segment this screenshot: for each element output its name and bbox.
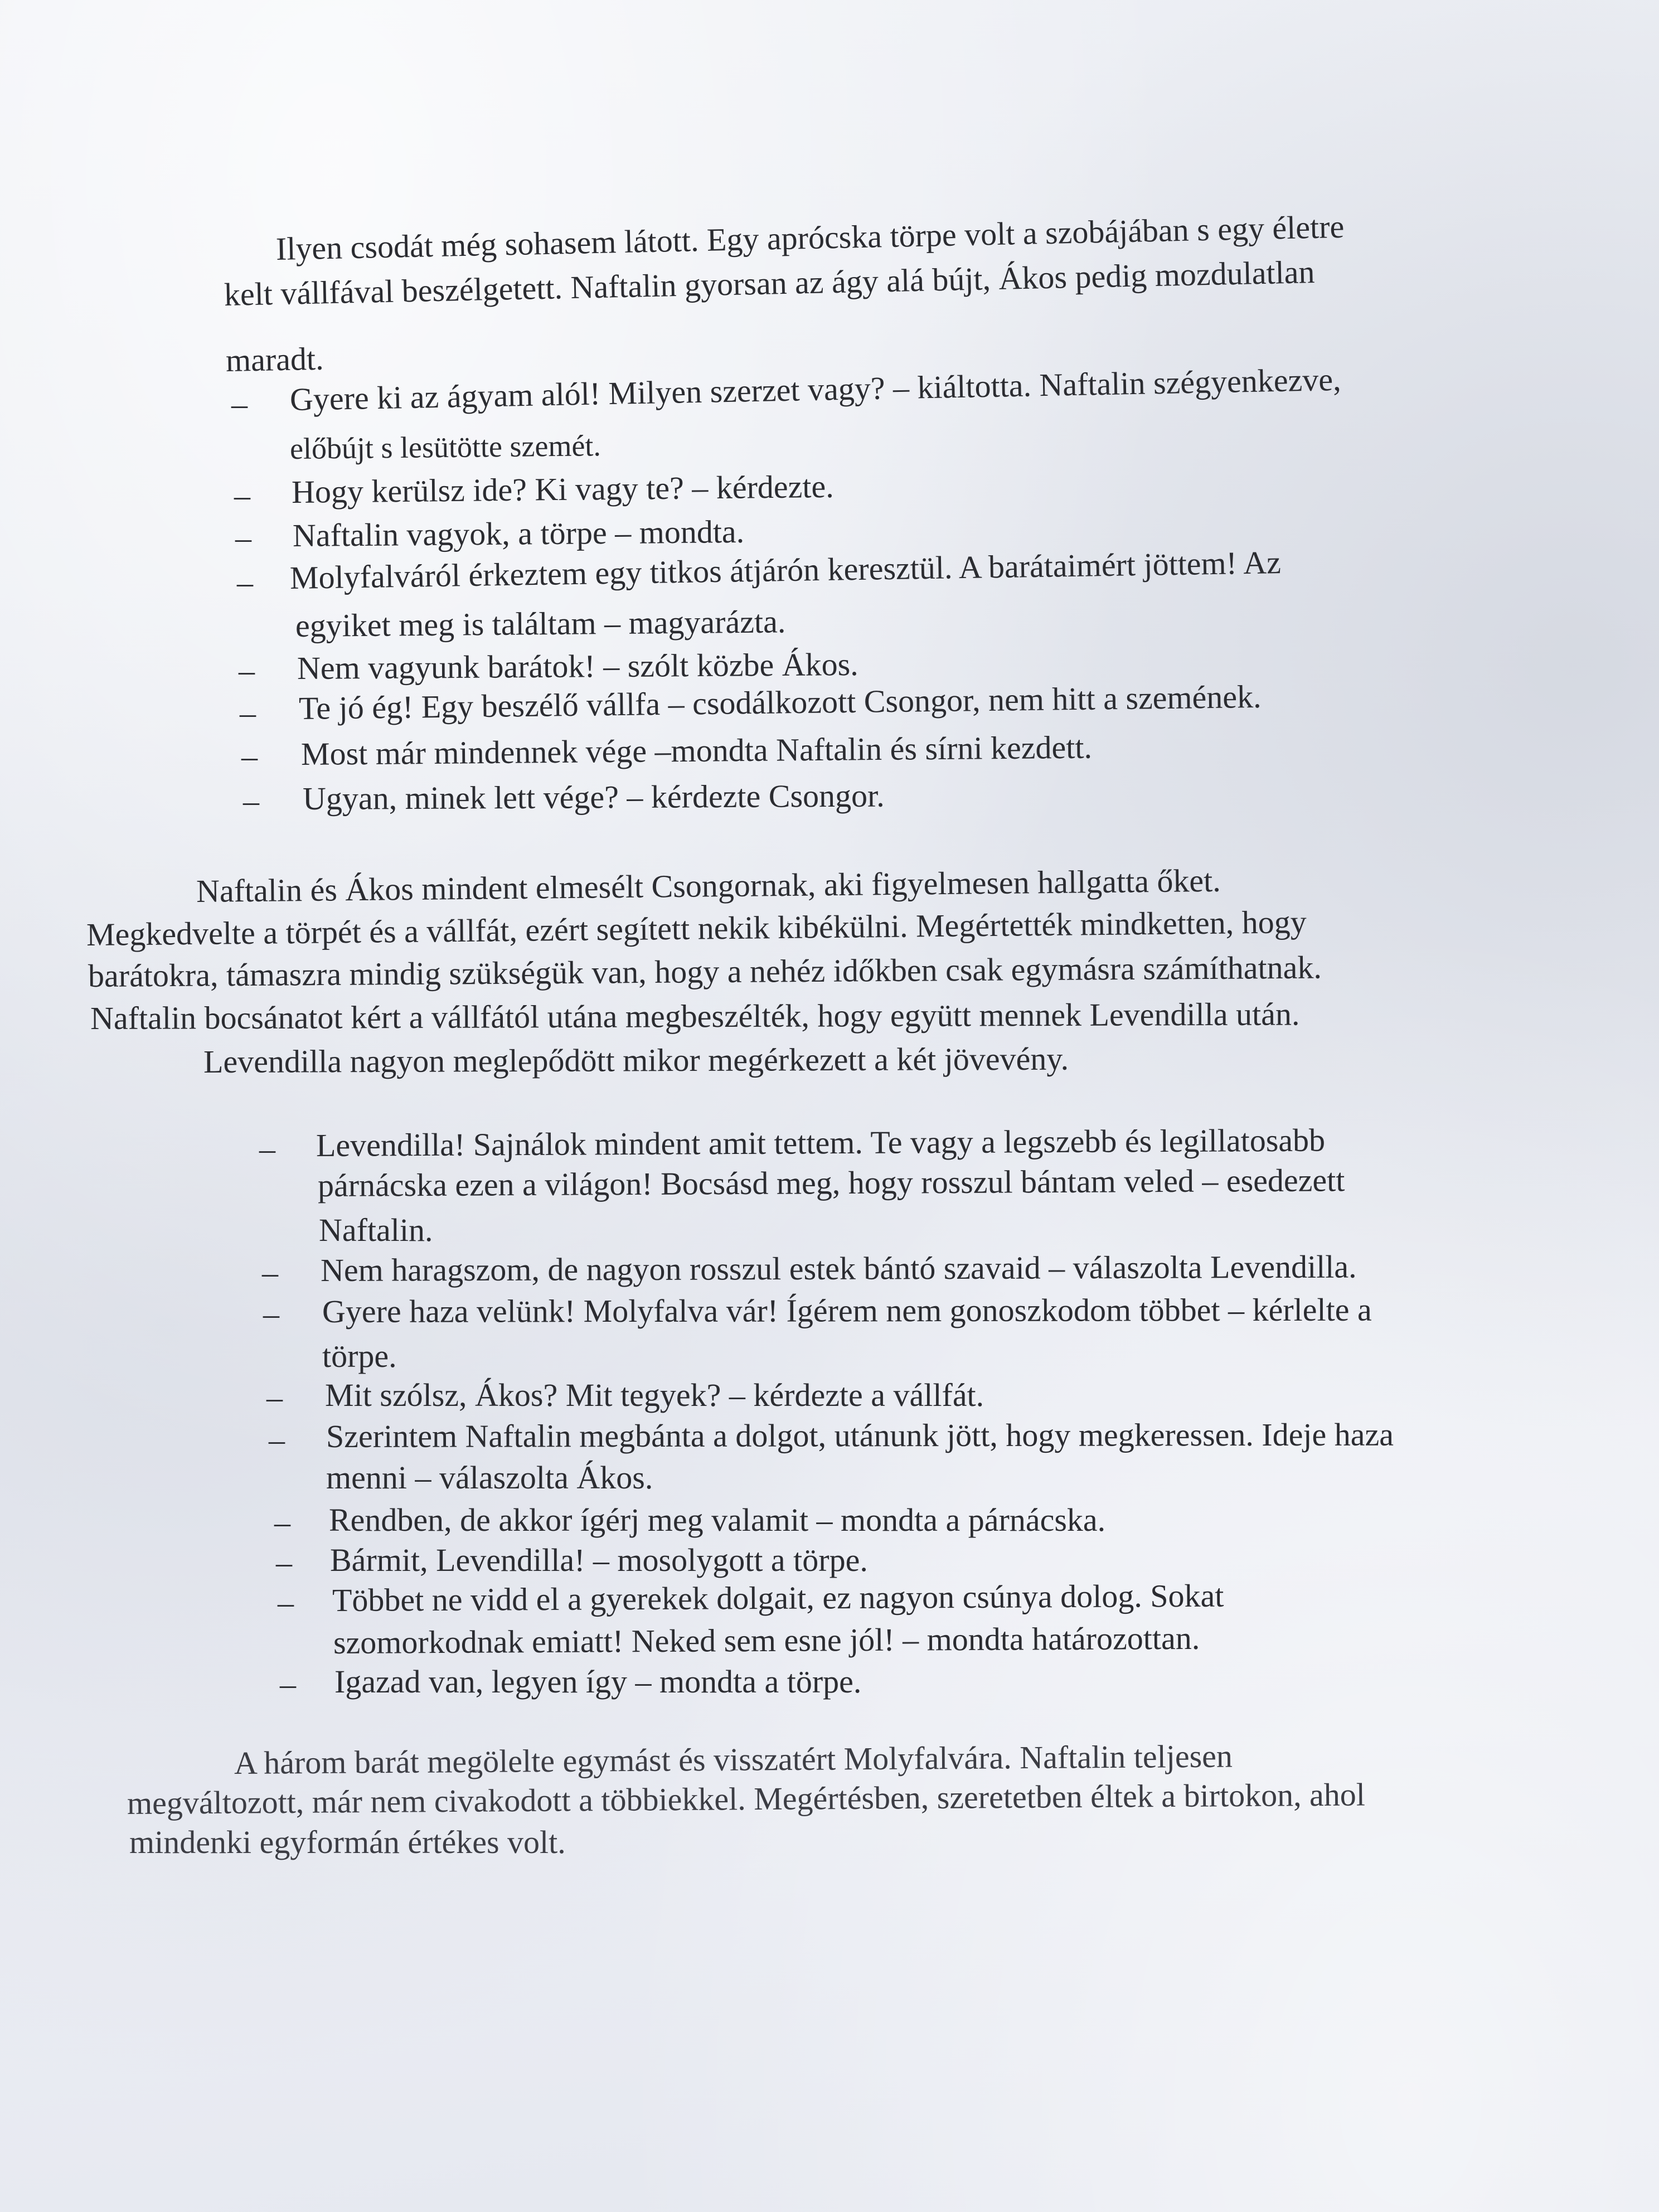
dialogue1-item-2-line-1: Hogy kerülsz ide? Ki vagy te? – kérdezte. bbox=[291, 468, 835, 510]
dialogue1-dash-6: – bbox=[240, 695, 256, 731]
dialogue1-dash-8: – bbox=[243, 783, 259, 819]
dialogue2-item-1-line-1: Levendilla! Sajnálok mindent amit tettem. Te vagy a legszebb és legillatosabb bbox=[316, 1122, 1326, 1163]
intro-line-2: kelt vállfával beszélgetett. Naftalin gyorsan az ágy alá bújt, Ákos pedig mozdulatlan bbox=[224, 254, 1316, 313]
middle-line-5: Levendilla nagyon meglepődött mikor megérkezett a két jövevény. bbox=[203, 1040, 1069, 1080]
dialogue2-dash-9: – bbox=[280, 1666, 296, 1702]
middle-line-1: Naftalin és Ákos mindent elmesélt Csongornak, aki figyelmesen hallgatta őket. bbox=[196, 862, 1221, 909]
dialogue2-item-7-line-1: Bármit, Levendilla! – mosolygott a törpe. bbox=[330, 1542, 868, 1578]
dialogue2-item-4-line-1: Mit szólsz, Ákos? Mit tegyek? – kérdezte a vállfát. bbox=[325, 1377, 984, 1413]
dialogue2-item-8-line-1: Többet ne vidd el a gyerekek dolgait, ez nagyon csúnya dolog. Sokat bbox=[332, 1577, 1224, 1618]
dialogue2-item-9-line-1: Igazad van, legyen így – mondta a törpe. bbox=[334, 1663, 862, 1700]
dialogue1-item-3-line-1: Naftalin vagyok, a törpe – mondta. bbox=[292, 513, 745, 554]
dialogue1-item-5-line-1: Nem vagyunk barátok! – szólt közbe Ákos. bbox=[297, 646, 858, 686]
dialogue2-item-8-line-2: szomorkodnak emiatt! Neked sem esne jól! – mondta határozottan. bbox=[333, 1619, 1200, 1661]
dialogue2-dash-5: – bbox=[269, 1422, 285, 1458]
ending-line-3: mindenki egyformán értékes volt. bbox=[129, 1824, 566, 1860]
dialogue2-item-2-line-1: Nem haragszom, de nagyon rosszul estek bántó szavaid – válaszolta Levendilla. bbox=[320, 1248, 1357, 1288]
dialogue2-item-1-line-2: párnácska ezen a világon! Bocsásd meg, hogy rosszul bántam veled – esedezett bbox=[317, 1162, 1345, 1204]
intro-line-1: Ilyen csodát még sohasem látott. Egy aprócska törpe volt a szobájában s egy életre bbox=[275, 208, 1345, 267]
dialogue1-item-6-line-1: Te jó ég! Egy beszélő vállfa – csodálkozott Csongor, nem hitt a szemének. bbox=[298, 678, 1262, 726]
dialogue2-dash-2: – bbox=[262, 1254, 278, 1291]
dialogue1-dash-4: – bbox=[237, 564, 253, 600]
dialogue2-dash-1: – bbox=[259, 1131, 275, 1167]
dialogue1-item-4-line-1: Molyfalváról érkeztem egy titkos átjárón keresztül. A barátaimért jöttem! Az bbox=[289, 544, 1282, 596]
dialogue1-item-1-line-1: Gyere ki az ágyam alól! Milyen szerzet vagy? – kiáltotta. Naftalin szégyenkezve, bbox=[289, 361, 1342, 418]
dialogue2-item-5-line-1: Szerintem Naftalin megbánta a dolgot, utánunk jött, hogy megkeressen. Ideje haza bbox=[326, 1416, 1394, 1454]
middle-line-4: Naftalin bocsánatot kért a vállfától utána megbeszélték, hogy együtt mennek Levendilla után. bbox=[90, 996, 1300, 1036]
dialogue2-item-3-line-2: törpe. bbox=[322, 1338, 397, 1374]
dialogue1-dash-3: – bbox=[235, 520, 251, 556]
dialogue1-dash-7: – bbox=[241, 738, 258, 774]
dialogue1-item-4-line-2: egyiket meg is találtam – magyarázta. bbox=[295, 603, 786, 644]
middle-line-2: Megkedvelte a törpét és a vállfát, ezért segített nekik kibékülni. Megértették mindketten, hogy bbox=[86, 904, 1307, 953]
dialogue2-dash-4: – bbox=[266, 1379, 283, 1415]
ending-line-2: megváltozott, már nem civakodott a többiekkel. Megértésben, szeretetben éltek a birtokon, ahol bbox=[127, 1776, 1366, 1821]
dialogue2-item-5-line-2: menni – válaszolta Ákos. bbox=[326, 1459, 653, 1496]
dialogue2-item-6-line-1: Rendben, de akkor ígérj meg valamit – mondta a párnácska. bbox=[329, 1502, 1106, 1538]
dialogue2-item-1-line-3: Naftalin. bbox=[319, 1212, 433, 1248]
dialogue1-dash-5: – bbox=[239, 652, 255, 688]
dialogue1-dash-1: – bbox=[231, 386, 248, 422]
dialogue2-dash-7: – bbox=[276, 1544, 292, 1580]
dialogue1-item-8-line-1: Ugyan, minek lett vége? – kérdezte Csongor. bbox=[302, 777, 885, 817]
dialogue1-item-1-line-2: előbújt s lesütötte szemét. bbox=[289, 429, 601, 465]
dialogue2-dash-3: – bbox=[263, 1296, 279, 1332]
dialogue2-dash-8: – bbox=[278, 1584, 294, 1621]
middle-line-3: barátokra, támaszra mindig szükségük van, hogy a nehéz időkben csak egymásra számíthatnak. bbox=[88, 949, 1322, 994]
dialogue1-dash-2: – bbox=[234, 477, 250, 513]
dialogue1-item-7-line-1: Most már mindennek vége –mondta Naftalin és sírni kezdett. bbox=[300, 729, 1093, 772]
dialogue2-item-3-line-1: Gyere haza velünk! Molyfalva vár! Ígérem nem gonoszkodom többet – kérlelte a bbox=[322, 1291, 1372, 1330]
dialogue2-dash-6: – bbox=[274, 1504, 290, 1540]
intro-line-3: maradt. bbox=[225, 340, 324, 379]
ending-line-1: A három barát megölelte egymást és visszatért Molyfalvára. Naftalin teljesen bbox=[234, 1738, 1233, 1781]
